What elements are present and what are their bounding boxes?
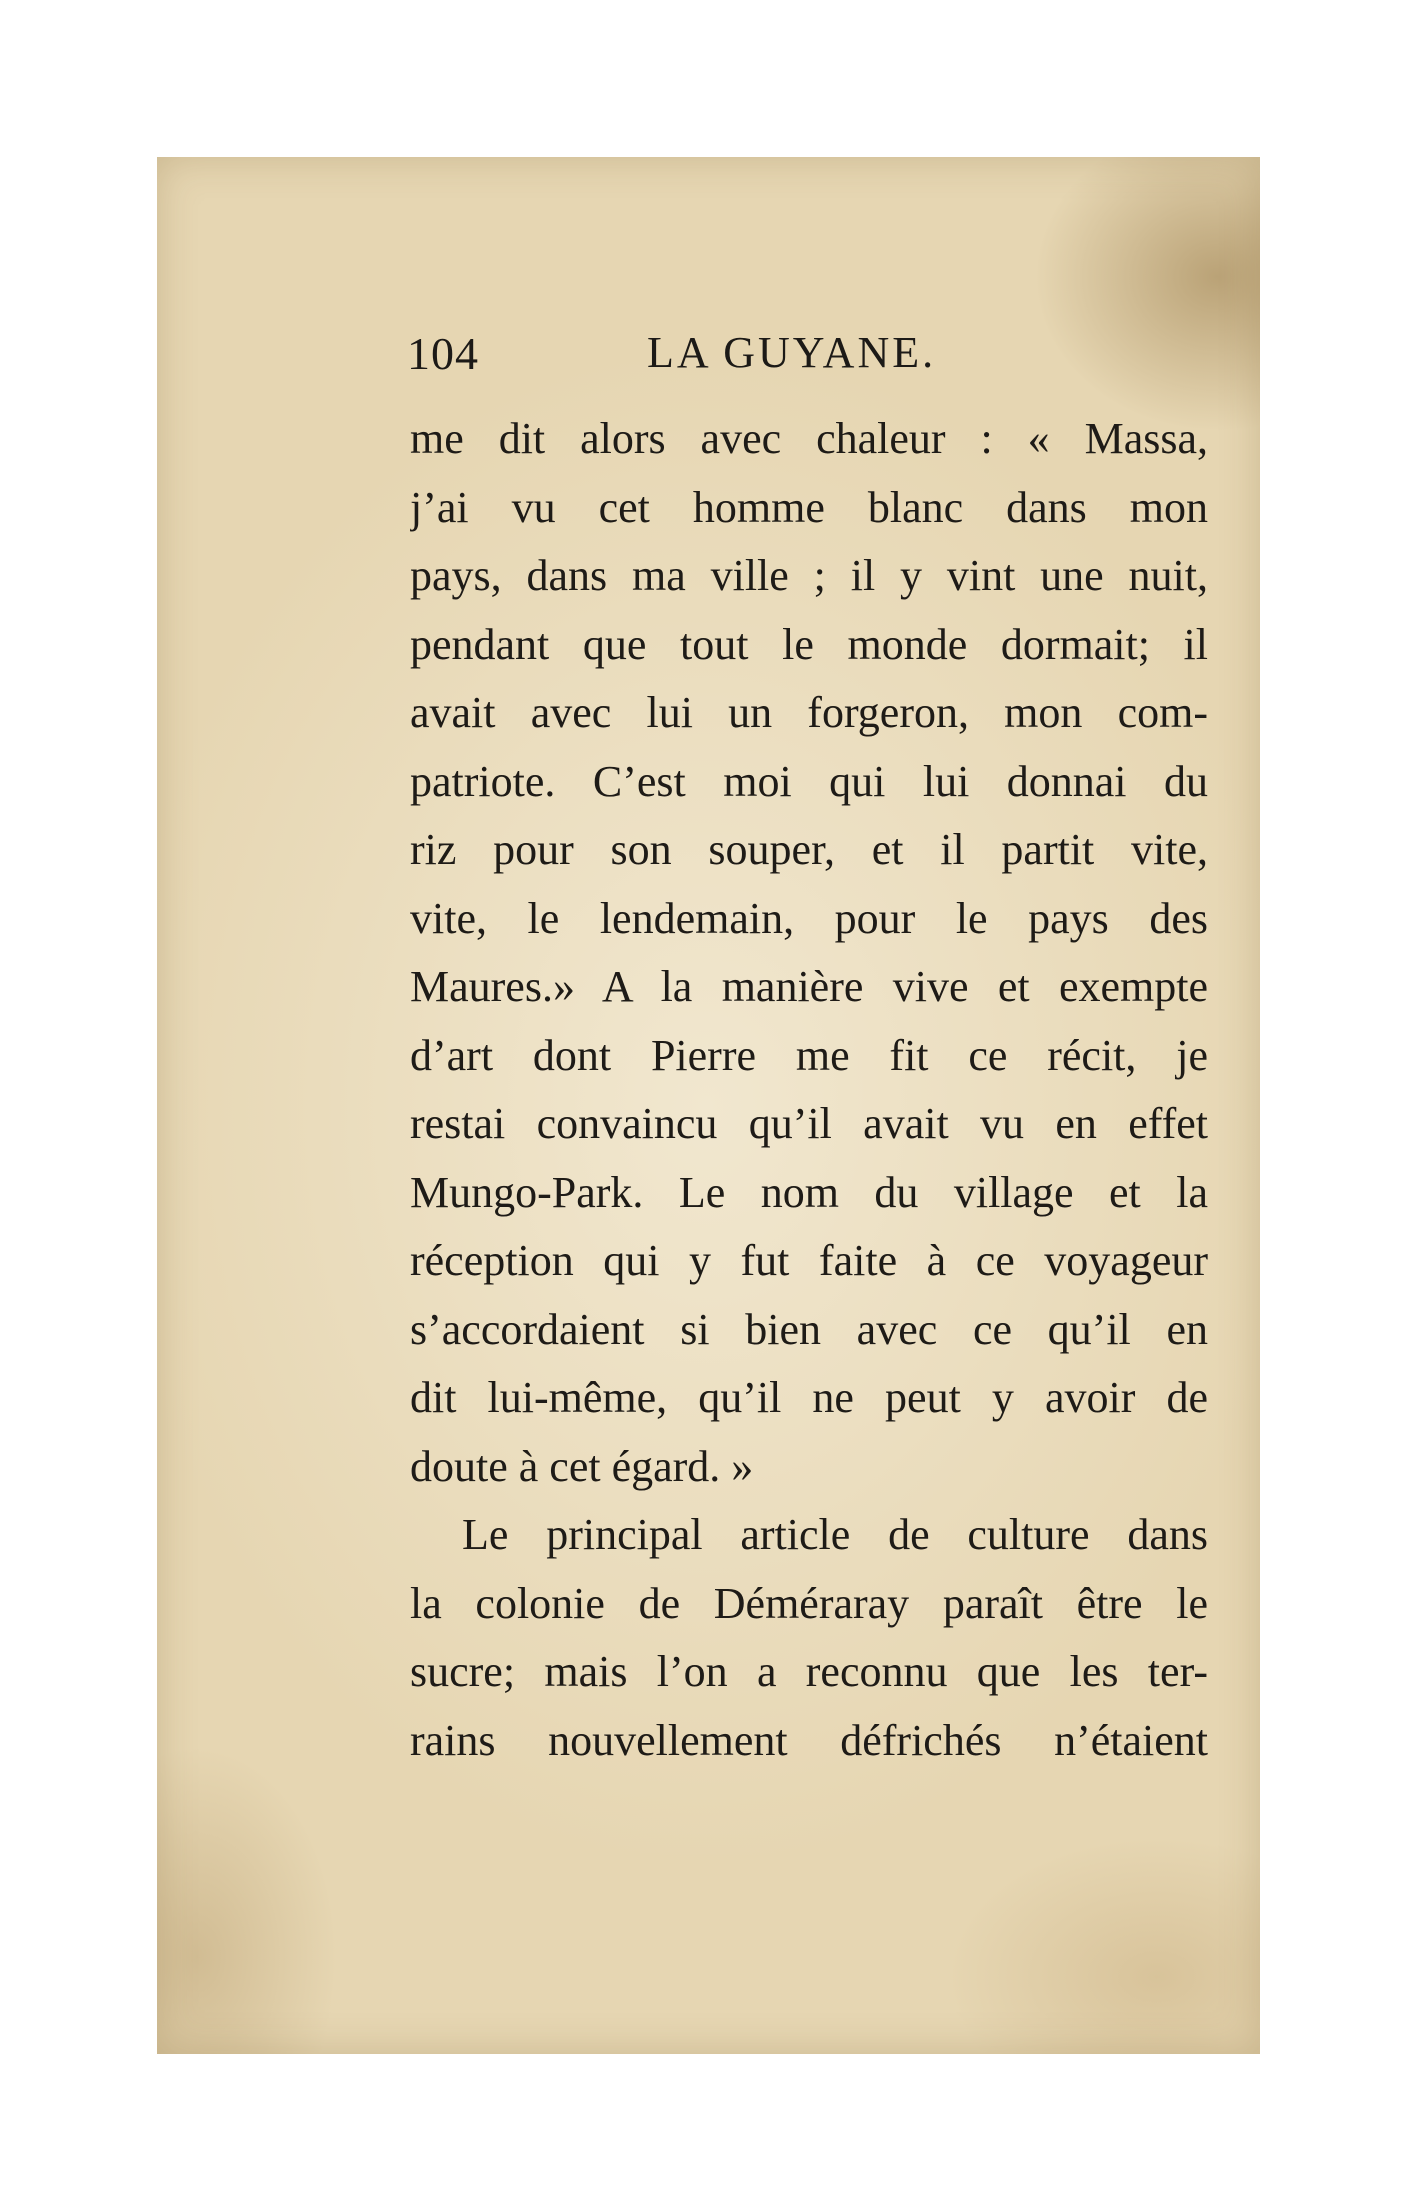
text-line: d’art dont Pierre me fit ce récit, je — [410, 1030, 1208, 1080]
scanned-page — [157, 157, 1260, 2054]
text-line: avait avec lui un forgeron, mon com- — [410, 688, 1208, 737]
text-block — [410, 405, 1208, 1775]
text-line: me dit alors avec chaleur : « Massa, — [410, 414, 1208, 463]
text-line-paragraph-end: doute à cet égard. » — [410, 1441, 754, 1491]
text-line: Mungo-Park. Le nom du village et la — [410, 1167, 1208, 1217]
running-head — [407, 327, 1047, 397]
text-line: pays, dans ma ville ; il y vint une nuit, — [410, 551, 1208, 600]
text-line: sucre; mais l’on a reconnu que les ter- — [410, 1647, 1208, 1696]
text-line: réception qui y fut faite à ce voyageur — [410, 1236, 1208, 1285]
text-line: j’ai vu cet homme blanc dans mon — [410, 482, 1208, 532]
text-line: s’accordaient si bien avec ce qu’il en — [410, 1304, 1208, 1354]
text-line: patriote. C’est moi qui lui donnai du — [410, 756, 1208, 806]
text-line: la colonie de Déméraray paraît être le — [410, 1578, 1208, 1628]
text-line: riz pour son souper, et il partit vite, — [410, 825, 1208, 874]
page-number: 104 — [407, 328, 479, 379]
text-line: dit lui-même, qu’il ne peut y avoir de — [410, 1373, 1208, 1422]
text-line-paragraph-start: Le principal article de culture dans — [462, 1510, 1208, 1559]
text-line: pendant que tout le monde dormait; il — [410, 619, 1208, 669]
text-line: vite, le lendemain, pour le pays des — [410, 893, 1208, 943]
text-line: restai convaincu qu’il avait vu en effet — [410, 1099, 1208, 1148]
running-title: LA GUYANE. — [647, 328, 937, 377]
text-line: Maures.» A la manière vive et exempte — [410, 962, 1208, 1011]
text-line: rains nouvellement défrichés n’étaient — [410, 1715, 1208, 1765]
